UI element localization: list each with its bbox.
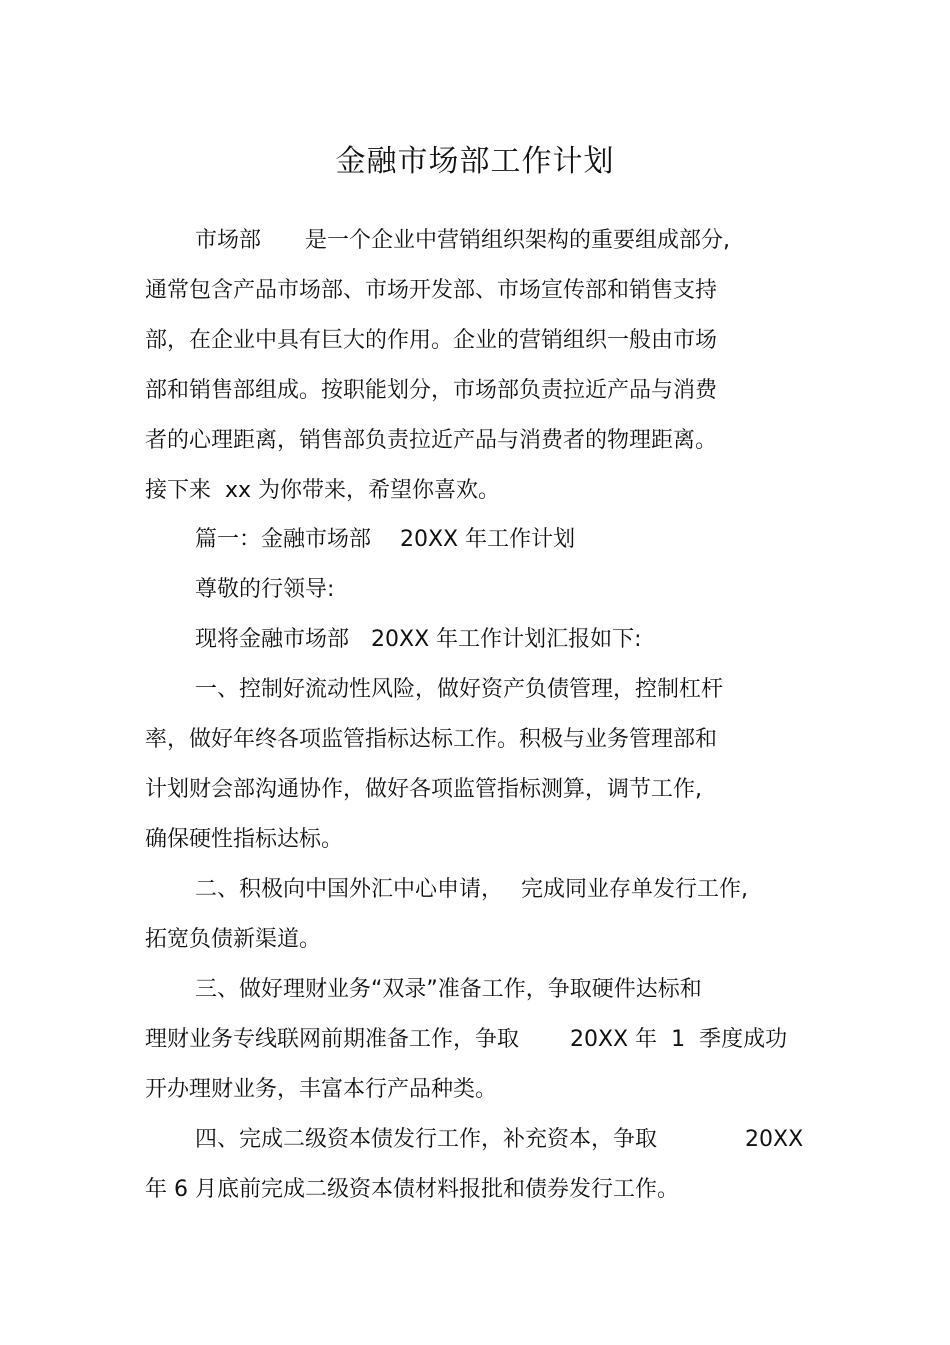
paragraph-line: 一、控制好流动性风险，做好资产负债管理，控制杠杆 xyxy=(195,677,724,702)
paragraph-line: 确保硬性指标达标。 xyxy=(145,827,344,852)
paragraph-line: 者的心理距离，销售部负责拉近产品与消费者的物理距离。 xyxy=(145,428,718,453)
paragraph-line: 率，做好年终各项监管指标达标工作。积极与业务管理部和 xyxy=(145,727,718,752)
paragraph-line: 部和销售部组成。按职能划分，市场部负责拉近产品与消费 xyxy=(145,378,718,403)
paragraph-line: 二、积极向中国外汇中心申请， 完成同业存单发行工作, xyxy=(195,877,748,902)
paragraph-line: 三、做好理财业务“双录”准备工作，争取硬件达标和 xyxy=(195,977,702,1002)
paragraph-line: 开办理财业务，丰富本行产品种类。 xyxy=(145,1077,498,1102)
salutation: 尊敬的行领导: xyxy=(195,577,335,602)
paragraph-line: 计划财会部沟通协作，做好各项监管指标测算，调节工作, xyxy=(145,777,702,802)
paragraph-line: 理财业务专线联网前期准备工作，争取 20XX 年 1 季度成功 xyxy=(145,1027,788,1052)
paragraph-line: 四、完成二级资本债发行工作，补充资本，争取 20XX xyxy=(195,1127,804,1152)
document-title: 金融市场部工作计划 xyxy=(335,144,615,180)
paragraph-line: 年 6 月底前完成二级资本债材料报批和债券发行工作。 xyxy=(145,1177,679,1202)
paragraph-line: 接下来 xx 为你带来，希望你喜欢。 xyxy=(145,478,501,503)
paragraph-line: 部，在企业中具有巨大的作用。企业的营销组织一般由市场 xyxy=(145,328,718,353)
paragraph-line: 拓宽负债新渠道。 xyxy=(145,927,322,952)
section-heading: 篇一：金融市场部 20XX 年工作计划 xyxy=(195,527,576,552)
paragraph-line: 市场部 是一个企业中营销组织架构的重要组成部分, xyxy=(195,228,730,253)
paragraph-line: 现将金融市场部 20XX 年工作计划汇报如下: xyxy=(195,627,642,652)
paragraph-line: 通常包含产品市场部、市场开发部、市场宣传部和销售支持 xyxy=(145,278,718,303)
